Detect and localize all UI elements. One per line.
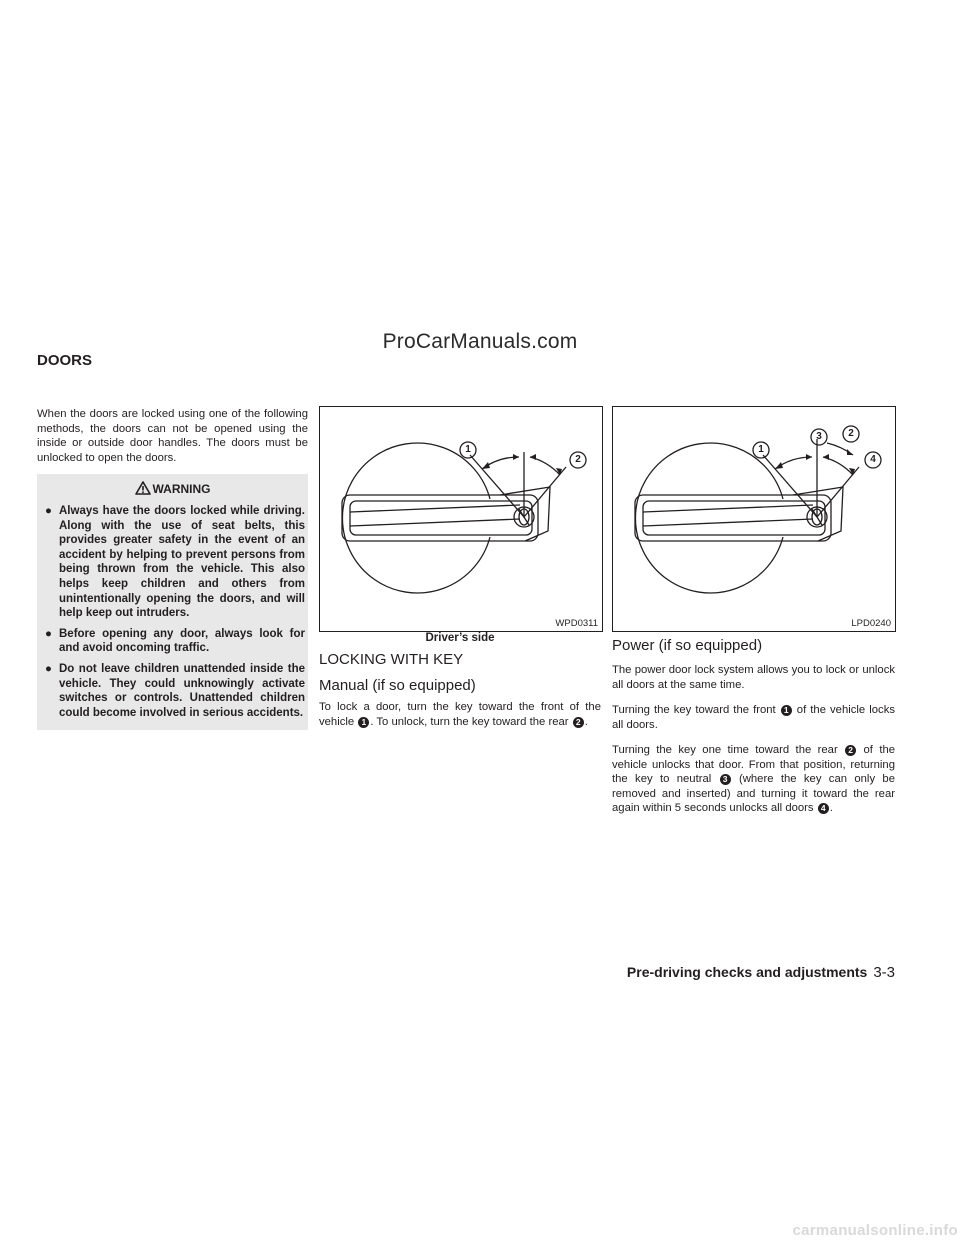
figure-power-lock [612, 406, 896, 632]
page-footer [560, 964, 895, 981]
warning-title: WARNING [152, 482, 211, 496]
power-heading: Power (if so equipped) [612, 637, 763, 654]
page-number: 3-3 [873, 964, 895, 981]
warning-item: ● Before opening any door, always look for and avoid oncoming traffic. [45, 627, 305, 655]
warning-box [37, 474, 308, 730]
bullet-icon: ● [45, 627, 52, 640]
section-title: DOORS [37, 352, 93, 369]
warning-list [45, 504, 305, 726]
figure-label: 2 [575, 454, 581, 465]
footer-chapter: Pre-driving checks and adjustments [626, 964, 868, 980]
callout-2-icon: 2 [573, 717, 584, 728]
figure-label: 4 [870, 454, 876, 465]
power-paragraph-2: Turning the key toward the front 1 of the vehicle locks all doors. [612, 704, 895, 731]
callout-4-icon: 4 [818, 803, 829, 814]
figure-label: 2 [848, 428, 854, 439]
callout-3-icon: 3 [720, 774, 731, 785]
bullet-icon: ● [45, 505, 52, 517]
callout-1-icon: 1 [358, 717, 369, 728]
door-handle-illustration [613, 407, 895, 631]
power-paragraph-1: The power door lock system allows you to lock or unlock all doors at the same time. [612, 664, 895, 691]
power-paragraph-3: Turning the key one time toward the rear 2 of the vehicle unlocks that door. From that position, returning the key to neutral 3 (where the key can only be removed and inserted) and turning it toward the rear again within 5 seconds unlocks all doors 4 . [612, 744, 896, 815]
warning-heading [37, 481, 308, 496]
manual-heading: Manual (if so equipped) [319, 677, 476, 694]
figure-caption: Driver’s side [425, 632, 495, 644]
intro-paragraph: When the doors are locked using one of the following methods, the doors can not be opened using the inside or outside door handles. The doors must be unlocked to open the doors. [37, 408, 308, 464]
watermark-carmanualsonline: carmanualsonline.info [792, 1222, 958, 1239]
warning-item: ● Do not leave children unattended inside the vehicle. They could unknowingly activate switches or controls. Unattended children could become involved in serious accidents. [45, 662, 305, 719]
locking-heading: LOCKING WITH KEY [319, 651, 464, 668]
warning-triangle-icon [135, 481, 151, 495]
callout-2-icon: 2 [845, 745, 856, 756]
bullet-icon: ● [45, 662, 52, 675]
warning-item: ● Always have the doors locked while driving. Along with the use of seat belts, this provides greater safety in the event of an accident by helping to prevent persons from being thrown from the vehicle. This also helps keep children and others from unintentionally opening the doors, and will help keep out intruders. [45, 505, 305, 620]
watermark-procarmanuals: ProCarManuals.com [382, 330, 578, 353]
callout-1-icon: 1 [781, 705, 792, 716]
manual-paragraph: To lock a door, turn the key toward the front of the vehicle 1 . To unlock, turn the key toward the rear 2 . [319, 701, 601, 728]
figure-drivers-side [319, 406, 603, 632]
figure-code: LPD0240 [851, 618, 891, 629]
figure-label: 1 [465, 444, 471, 455]
figure-label: 1 [758, 444, 764, 455]
door-handle-illustration [320, 407, 602, 631]
figure-label: 3 [816, 431, 822, 442]
figure-code: WPD0311 [555, 618, 598, 629]
